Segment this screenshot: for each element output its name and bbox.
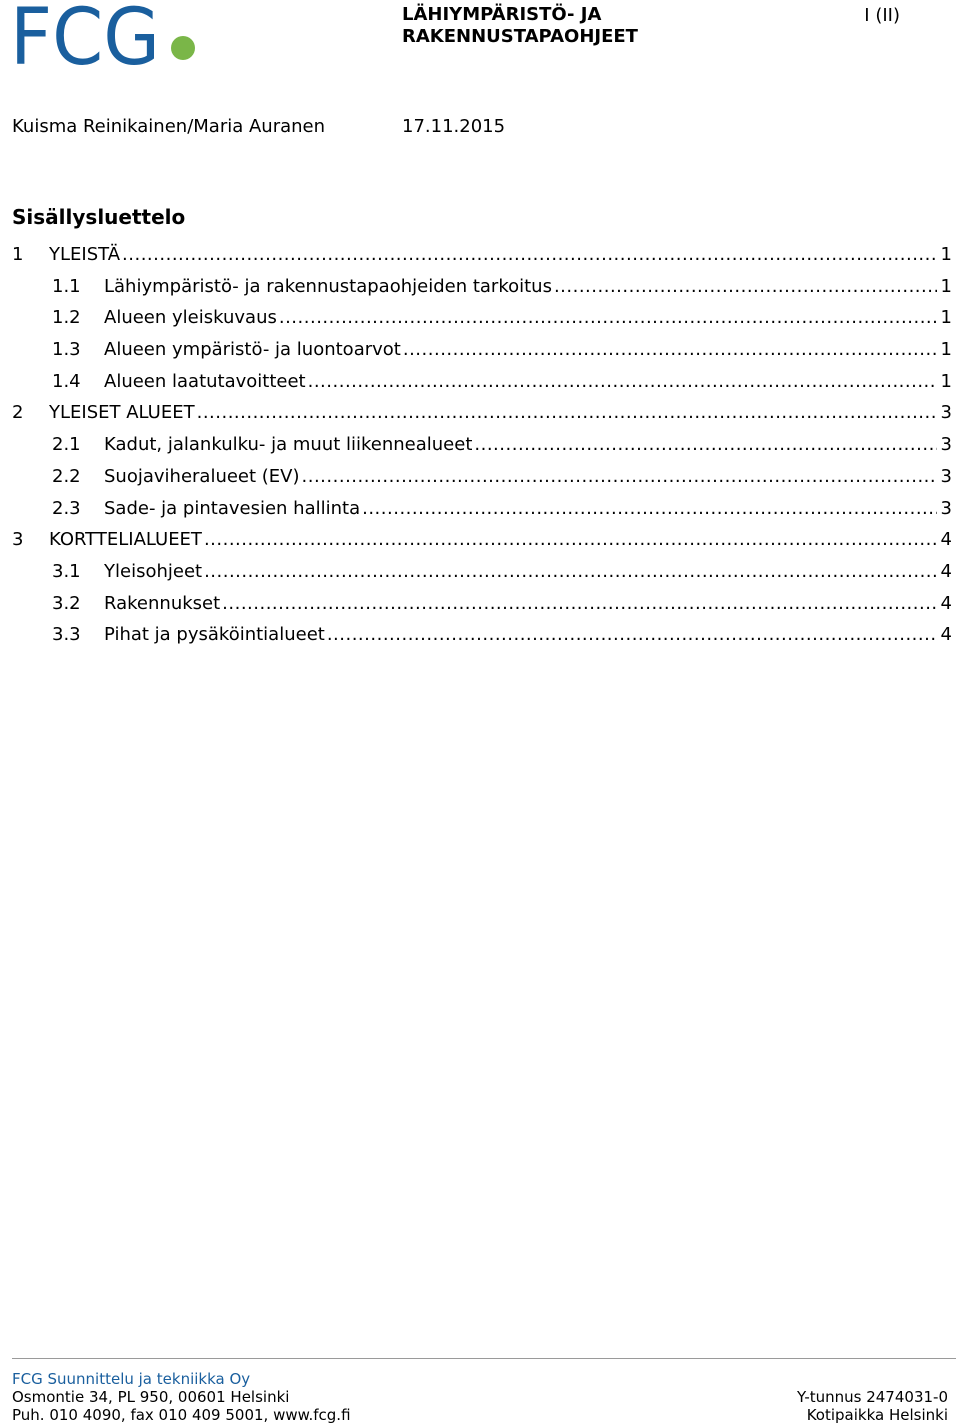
toc-entry-page: 3 bbox=[940, 434, 952, 456]
toc-entry-text: YLEISET ALUEET bbox=[49, 402, 195, 424]
footer-domicile: Kotipaikka Helsinki bbox=[806, 1406, 948, 1424]
toc-entry-page: 4 bbox=[940, 529, 952, 551]
logo-text: FCG bbox=[10, 2, 160, 68]
toc-entry-number: 1.3 bbox=[52, 339, 81, 361]
toc-title: Sisällysluettelo bbox=[12, 205, 186, 229]
toc-entry-text: Suojaviheralueet (EV) bbox=[104, 465, 300, 487]
footer-divider bbox=[12, 1358, 956, 1359]
toc-entry-page: 1 bbox=[940, 244, 952, 265]
toc-entry-page: 4 bbox=[940, 560, 952, 582]
toc-entry-page: 1 bbox=[940, 370, 952, 392]
toc-entry-number: 1.1 bbox=[52, 275, 81, 297]
toc-leader-dots bbox=[197, 402, 937, 423]
toc-entry-text: Sade- ja pintavesien hallinta bbox=[104, 497, 361, 519]
toc-entry-page: 3 bbox=[940, 402, 952, 424]
toc-entry-number: 2 bbox=[12, 402, 24, 424]
toc-leader-dots bbox=[204, 529, 937, 550]
toc-entry[interactable] bbox=[12, 371, 952, 403]
document-date: 17.11.2015 bbox=[402, 116, 506, 137]
toc-leader-dots bbox=[122, 244, 937, 265]
toc-entry[interactable] bbox=[12, 593, 952, 625]
toc-entry[interactable] bbox=[12, 276, 952, 308]
toc-entry-number: 3 bbox=[12, 529, 24, 551]
toc-entry-text: Alueen yleiskuvaus bbox=[104, 307, 277, 329]
toc-entry-number: 2.1 bbox=[52, 434, 81, 456]
toc-entry-page: 1 bbox=[940, 275, 952, 297]
toc-entry-number: 1 bbox=[12, 244, 24, 265]
document-title-line1: LÄHIYMPÄRISTÖ- JA bbox=[402, 4, 602, 25]
footer-left bbox=[12, 1370, 351, 1424]
toc-leader-dots bbox=[222, 593, 936, 614]
footer-company: FCG Suunnittelu ja tekniikka Oy bbox=[12, 1370, 251, 1388]
toc-entry-text: YLEISTÄ bbox=[49, 244, 121, 265]
footer-contact: Puh. 010 4090, fax 010 409 5001, www.fcg.fi bbox=[12, 1406, 351, 1424]
toc-entry[interactable] bbox=[12, 244, 952, 276]
table-of-contents bbox=[12, 244, 952, 656]
footer-address: Osmontie 34, PL 950, 00601 Helsinki bbox=[12, 1388, 290, 1406]
toc-entry[interactable] bbox=[12, 466, 952, 498]
toc-entry-number: 3.3 bbox=[52, 624, 81, 646]
toc-entry[interactable] bbox=[12, 498, 952, 530]
toc-entry-page: 4 bbox=[940, 624, 952, 646]
toc-leader-dots bbox=[302, 466, 937, 487]
toc-entry-text: Alueen laatutavoitteet bbox=[104, 370, 306, 392]
toc-entry-page: 3 bbox=[940, 465, 952, 487]
document-title-line2: RAKENNUSTAPAOHJEET bbox=[402, 26, 638, 47]
toc-leader-dots bbox=[327, 624, 937, 645]
toc-entry[interactable] bbox=[12, 339, 952, 371]
toc-entry-text: Yleisohjeet bbox=[104, 560, 203, 582]
toc-entry-page: 4 bbox=[940, 592, 952, 614]
toc-entry-text: KORTTELIALUEET bbox=[49, 529, 202, 551]
toc-leader-dots bbox=[554, 276, 937, 297]
toc-entry[interactable] bbox=[12, 402, 952, 434]
toc-leader-dots bbox=[279, 307, 937, 328]
toc-entry-text: Alueen ympäristö- ja luontoarvot bbox=[104, 339, 401, 361]
toc-leader-dots bbox=[308, 371, 937, 392]
document-title bbox=[402, 4, 638, 48]
fcg-logo bbox=[10, 2, 200, 68]
toc-leader-dots bbox=[362, 498, 936, 519]
toc-leader-dots bbox=[204, 561, 936, 582]
toc-entry-text: Pihat ja pysäköintialueet bbox=[104, 624, 325, 646]
toc-entry[interactable] bbox=[12, 434, 952, 466]
toc-entry[interactable] bbox=[12, 529, 952, 561]
toc-entry[interactable] bbox=[12, 624, 952, 656]
toc-entry-page: 1 bbox=[940, 307, 952, 329]
toc-entry-number: 2.2 bbox=[52, 465, 81, 487]
toc-leader-dots bbox=[474, 434, 936, 455]
toc-entry-number: 1.2 bbox=[52, 307, 81, 329]
toc-entry-page: 3 bbox=[940, 497, 952, 519]
toc-entry-page: 1 bbox=[940, 339, 952, 361]
toc-entry-text: Kadut, jalankulku- ja muut liikennealueet bbox=[104, 434, 473, 456]
toc-entry-number: 3.1 bbox=[52, 560, 81, 582]
footer-business-id: Y-tunnus 2474031-0 bbox=[796, 1388, 948, 1406]
footer-right bbox=[797, 1388, 948, 1424]
logo-dot bbox=[171, 36, 195, 60]
toc-entry-number: 1.4 bbox=[52, 370, 81, 392]
page-number: I (II) bbox=[864, 5, 900, 26]
toc-entry[interactable] bbox=[12, 307, 952, 339]
toc-entry-number: 2.3 bbox=[52, 497, 81, 519]
toc-entry-number: 3.2 bbox=[52, 592, 81, 614]
toc-leader-dots bbox=[403, 339, 937, 360]
authors: Kuisma Reinikainen/Maria Auranen bbox=[12, 116, 326, 137]
toc-entry-text: Rakennukset bbox=[104, 592, 221, 614]
toc-entry-text: Lähiympäristö- ja rakennustapaohjeiden tarkoitus bbox=[104, 275, 552, 297]
toc-entry[interactable] bbox=[12, 561, 952, 593]
